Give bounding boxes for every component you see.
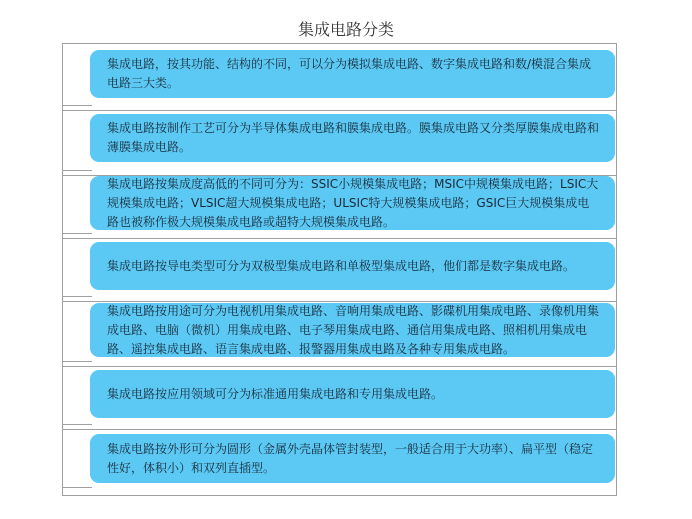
category-text: 集成电路按集成度高低的不同可分为：SSIC小规模集成电路；MSIC中规模集成电路；LSIC大规模集成电路；VLSIC超大规模集成电路；ULSIC特大规模集成电路；GSIC巨大规模集成电路也被称作极大规模集成电路或超特大规模集成电路。 xyxy=(107,176,599,229)
category-text: 集成电路按导电类型可分为双极型集成电路和单极型集成电路，他们都是数字集成电路。 xyxy=(107,258,576,273)
connector-line xyxy=(62,233,92,234)
category-text: 集成电路按制作工艺可分为半导体集成电路和膜集成电路。膜集成电路又分类厚膜集成电路和薄膜集成电路。 xyxy=(107,121,600,154)
category-box-conduction xyxy=(90,242,615,290)
connector-line xyxy=(62,105,92,106)
category-text: 集成电路按外形可分为圆形（金属外壳晶体管封装型，一般适合用于大功率）、扁平型（稳定性好，体积小）和双列直插型。 xyxy=(107,441,594,475)
connector-line xyxy=(62,296,92,297)
connector-line xyxy=(62,361,92,362)
row-divider xyxy=(62,366,617,367)
category-box-shape xyxy=(90,434,615,483)
category-box-application xyxy=(90,370,615,418)
category-text: 集成电路按应用领域可分为标准通用集成电路和专用集成电路。 xyxy=(107,386,444,401)
category-box-usage xyxy=(90,303,615,357)
connector-line xyxy=(62,487,92,488)
row-divider xyxy=(62,429,617,430)
category-text: 集成电路，按其功能、结构的不同，可以分为模拟集成电路、数字集成电路和数/模混合集成电路三大类。 xyxy=(107,57,592,90)
category-box-process xyxy=(90,114,615,162)
connector-line xyxy=(62,170,92,171)
row-divider xyxy=(62,110,617,111)
connector-line xyxy=(62,424,92,425)
category-text: 集成电路按用途可分为电视机用集成电路、音响用集成电路、影碟机用集成电路、录像机用集成电路、电脑（微机）用集成电路、电子琴用集成电路、通信用集成电路、照相机用集成电路、遥控集成电路、语言集成电路、报警器用集成电路及各种专用集成电路。 xyxy=(107,303,600,356)
diagram-title: 集成电路分类 xyxy=(297,20,394,39)
category-box-integration xyxy=(90,176,615,230)
row-divider xyxy=(62,238,617,239)
category-box-function xyxy=(90,50,615,98)
